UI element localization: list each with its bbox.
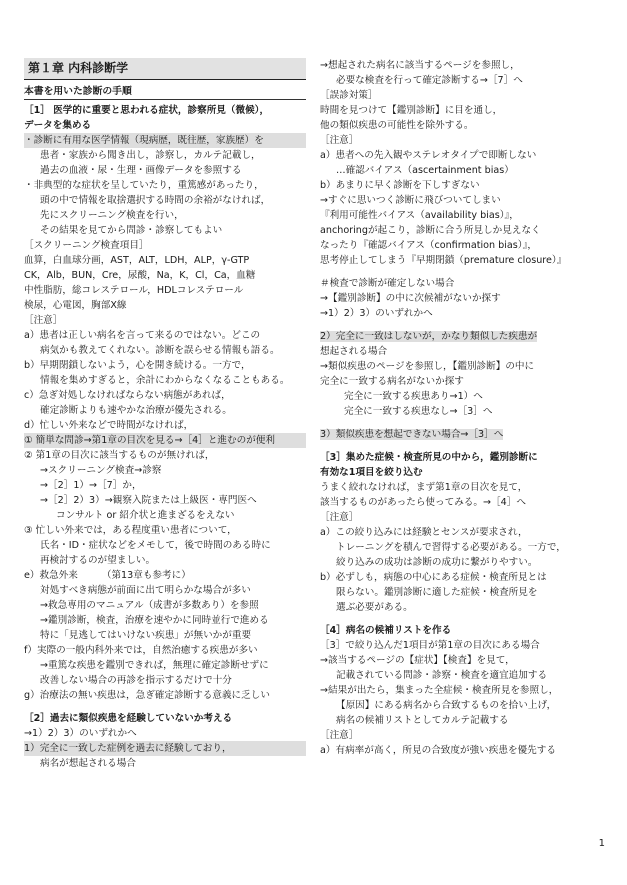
step-4-heading: ［4］病名の候補リストを作る [320,625,452,636]
text-line: 必要な検査を行って確定診断する→［7］へ [336,75,523,86]
note-heading: ［注意］ [320,512,359,523]
text-line: →鑑別診断，検査，治療を速やかに同時並行で進める [40,615,269,626]
text-line: コンサルト or 紹介状と進まざるをえない [56,510,235,521]
text-line: ＃検査で診断が確定しない場合 [320,278,455,289]
numbered-item-text: 2）完全に一致はしないが，かなり類似した疾患が [320,331,538,342]
text-line: →スクリーニング検査→診察 [40,465,162,476]
note-item: a）患者は正しい病名を言って来るのではない。どこの [24,330,261,341]
step-3-heading: ［3］集めた症候・検査所見の中から，鑑別診断に [320,452,538,463]
text-line: 情報を集めすぎると，余計にわからなくなることもある。 [40,375,290,386]
text-line: →結果が出たら，集まった全症候・検査所見を参照し， [320,685,559,696]
step-1-heading-cont: データを集める [24,120,92,131]
text-line: 完全に一致する疾患なし→［3］へ [344,406,493,417]
text-line: 再検討するのが望ましい。 [40,555,156,566]
text-line: 頭の中で情報を取捨選択する時間の余裕がなければ， [40,195,271,206]
text-line: 想起される場合 [320,346,388,357]
text-line: 完全に一致する疾患あり→1）へ [344,391,483,402]
page-number: 1 [598,838,605,849]
text-line: 該当するものがあったら使ってみる。→［4］へ [320,497,526,508]
bullet-line: ・非典型的な症状を呈していたり，重篤感があったり， [24,180,264,191]
text-line: 完全に一致する病名がないか探す [320,376,464,387]
bullet-line: ・診断に有用な医学情報（現病歴，既往歴，家族歴）を [24,133,306,148]
text-line: 対処すべき病態が前面に出て明らかな場合が多い [40,585,251,596]
text-line: なったり『確認バイアス（confirmation bias）』， [320,240,537,251]
screening-items: 検尿，心電図，胸部X線 [24,300,127,311]
text-line: →該当するページの【症状】【検査】を見て， [320,655,515,666]
text-line: 記載されている問診・診察・検査を適宜追加する [336,670,548,681]
note-item: b）必ずしも，病態の中心にある症候・検査所見とは [320,572,547,583]
chapter-title: 第１章 内科診断学 [24,58,306,80]
text-line: 改善しない場合の再診を指示するだけで十分 [40,675,232,686]
text-line: →類似疾患のページを参照し，【鑑別診断】の中に [320,361,535,372]
text-line: →重篤な疾患を鑑別できれば，無理に確定診断せずに [40,660,269,671]
note-item: c）急ぎ対処しなければならない病態があれば， [24,390,231,401]
text-line: →想起された病名に該当するページを参照し， [320,60,520,71]
text-line: 病気かも教えてくれない。診断を誤らせる情報も語る。 [40,345,280,356]
screening-heading: ［スクリーニング検査項目］ [24,240,149,251]
numbered-item: 1）完全に一致した症例を過去に経験しており， [24,741,306,756]
step-2-heading: ［2］過去に類似疾患を経験していないか考える [24,713,233,724]
screening-items: 中性脂肪，総コレステロール，HDLコレステロール [24,285,244,296]
step-1-heading: ［1］ 医学的に重要と思われる症状，診察所見（微候）， [24,105,270,116]
text-line: 選ぶ必要がある。 [336,602,413,613]
text-line: →1）2）3）のいずれかへ [24,728,137,739]
text-line: 病名が想起される場合 [40,758,136,769]
text-line: その結果を見てから問診・診察してもよい [40,225,223,236]
numbered-item: ③ 忙しい外来では，ある程度重い患者について， [24,525,237,536]
text-line: …確認バイアス（ascertainment bias） [336,165,514,176]
text-line: 患者・家族から聞き出し，診察し，カルテ記載し， [40,150,261,161]
right-column [320,58,608,758]
text-line: →［2］1）→［7］か， [40,480,142,491]
text-line: 思考停止してしまう『早期閉鎖（premature closure）』 [320,255,567,266]
text-line: 確定診断よりも速やかな治療が優先される。 [40,405,232,416]
numbered-item [320,329,608,344]
text-line: 特に「見逃してはいけない疾患」が無いかが重要 [40,630,252,641]
note-heading: ［注意］ [24,315,63,326]
step-3-heading-cont: 有効な1項目を絞り込む [320,467,423,478]
numbered-item-text: 3）類似疾患を想起できない場合→［3］へ [320,429,504,440]
text-line: 『利用可能性バイアス（availability bias）』， [320,210,519,221]
text-line: トレーニングを積んで習得する必要がある。一方で， [336,542,566,553]
note-heading: ［注意］ [320,135,359,146]
text-line: ［3］で絞り込んだ1項目が第1章の目次にある場合 [320,640,540,651]
text-line: 病名の候補リストとしてカルテ記載する [336,715,509,726]
note-item: g）治療法の無い疾患は，急ぎ確定診断する意義に乏しい [24,690,270,701]
section-subtitle: 本書を用いた診断の手順 [24,84,306,100]
text-line: 過去の血液・尿・生理・画像データを参照する [40,165,242,176]
numbered-item [320,427,608,442]
misdiagnosis-heading: ［誤診対策］ [320,90,378,101]
text-line: anchoringが起こり，診断に合う所見しか見えなく [320,225,541,236]
text-line: 時間を見つけて【鑑別診断】に目を通し， [320,105,503,116]
note-item: d）忙しい外来などで時間がなければ， [24,420,194,431]
text-line: 氏名・ID・症状などをメモして，後で時間のある時に [40,540,271,551]
numbered-item: ① 簡単な問診→第1章の目次を見る→［4］と進むのが便利 [24,433,306,448]
text-line: →【鑑別診断】の中に次候補がないか探す [320,293,501,304]
text-line: 先にスクリーニング検査を行い， [40,210,184,221]
text-line: →1）2）3）のいずれかへ [320,308,433,319]
screening-items: 血算，白血球分画，AST，ALT，LDH，ALP，γ-GTP [24,255,250,266]
numbered-item: ② 第1章の目次に該当するものが無ければ， [24,450,215,461]
note-item: e）救急外来 （第13章も参考に） [24,570,191,581]
left-column [24,58,306,771]
text-line: 他の類似疾患の可能性を除外する。 [320,120,474,131]
note-item: a）患者への先入観やステレオタイプで即断しない [320,150,537,161]
text-line: →［2］2）3）→観察入院または上級医・専門医へ [40,495,257,506]
screening-items: CK，Alb，BUN，Cre，尿酸，Na，K，Cl，Ca，血糖 [24,270,256,281]
text-line: 限らない。鑑別診断に適した症候・検査所見を [336,587,538,598]
note-item: a）この絞り込みには経験とセンスが要求され， [320,527,528,538]
text-line: 絞り込みの成功は診断の成功に繋がりやすい。 [336,557,538,568]
note-item: b）早期閉鎖しないよう，心を開き続ける。一方で， [24,360,251,371]
note-item: f）実際の一般内科外来では，自然治癒する疾患が多い [24,645,258,656]
text-line: →救急専用のマニュアル（成書が多数あり）を参照 [40,600,259,611]
text-line: 【原因】にある病名から合致するものを拾い上げ， [336,700,557,711]
text-line: →すぐに思いつく診断に飛びついてしまい [320,195,501,206]
note-item: a）有病率が高く，所見の合致度が強い疾患を優先する [320,745,556,756]
text-line: うまく絞れなければ，まず第1章の目次を見て， [320,482,528,493]
note-item: b）あまりに早く診断を下しすぎない [320,180,480,191]
note-heading: ［注意］ [320,730,359,741]
